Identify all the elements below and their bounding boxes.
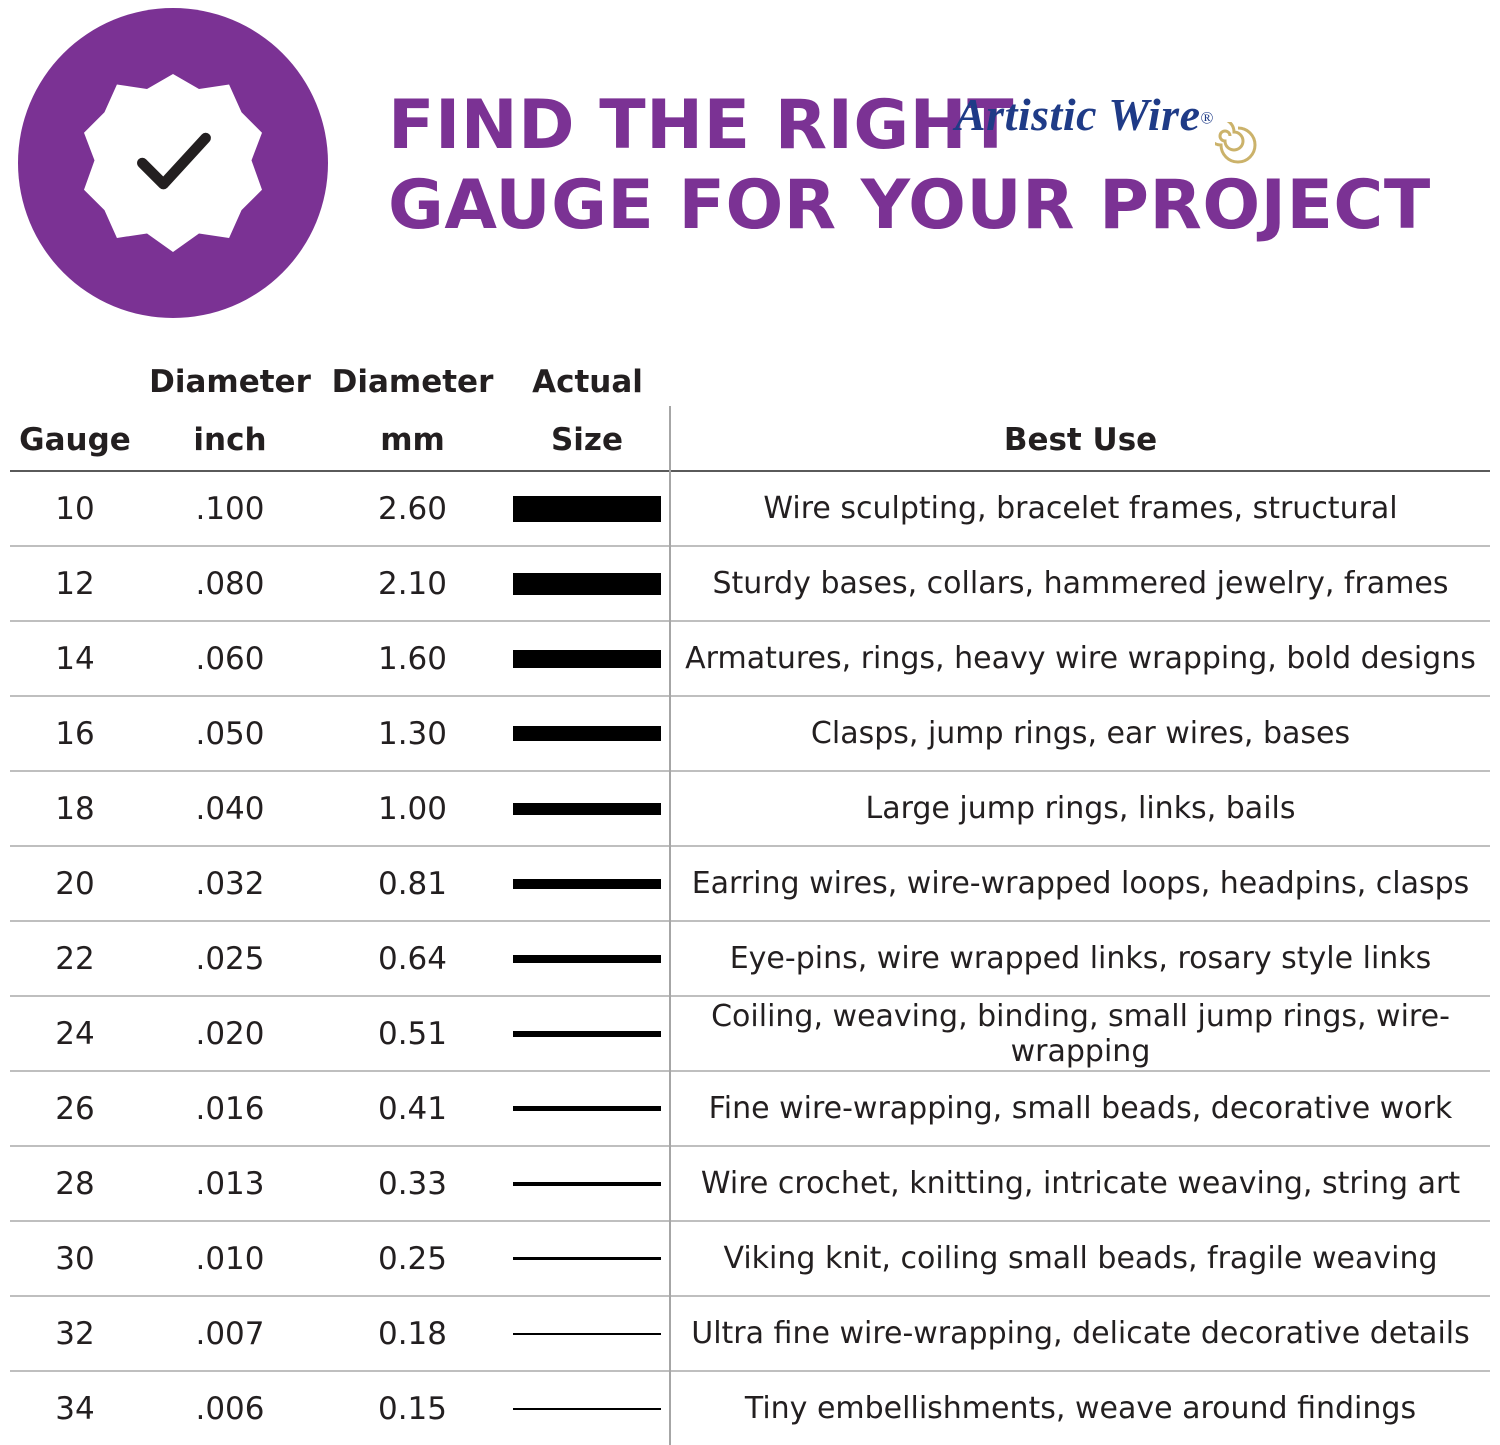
checkmark-badge-icon <box>18 8 328 318</box>
table-header <box>10 352 1490 471</box>
table-row <box>10 1296 1490 1371</box>
cell-diameter-inch: .020 <box>195 1015 265 1052</box>
cell-best-use: Tiny embellishments, weave around findings <box>670 1371 1490 1445</box>
gauge-table <box>10 352 1490 1445</box>
header-inch: inch <box>193 422 267 458</box>
cell-diameter-mm: 0.15 <box>377 1390 448 1427</box>
cell-actual-size <box>505 1221 670 1296</box>
wire-thickness-bar <box>513 726 661 741</box>
wire-thickness-bar <box>513 650 661 668</box>
cell-actual-size <box>505 771 670 846</box>
cell-gauge: 16 <box>55 715 95 752</box>
cell-gauge: 18 <box>55 790 95 827</box>
cell-actual-size <box>505 996 670 1071</box>
table-body <box>10 471 1490 1445</box>
table-row <box>10 471 1490 546</box>
table-row <box>10 621 1490 696</box>
cell-best-use: Ultra fine wire-wrapping, delicate decorative details <box>670 1296 1490 1371</box>
wire-thickness-bar <box>513 879 661 889</box>
cell-actual-size <box>505 1371 670 1445</box>
cell-best-use: Sturdy bases, collars, hammered jewelry, frames <box>670 546 1490 621</box>
table-header-row-bottom <box>10 406 1490 471</box>
registered-mark: ® <box>1200 108 1214 128</box>
wire-thickness-bar <box>513 1182 661 1186</box>
cell-diameter-inch: .007 <box>195 1315 265 1352</box>
title-line-2: GAUGE FOR YOUR PROJECT <box>388 166 1431 245</box>
cell-gauge: 12 <box>55 565 95 602</box>
cell-diameter-mm: 1.30 <box>377 715 448 752</box>
cell-gauge: 26 <box>55 1090 95 1127</box>
cell-actual-size <box>505 1296 670 1371</box>
table-row <box>10 921 1490 996</box>
cell-gauge: 22 <box>55 940 95 977</box>
cell-diameter-mm: 0.25 <box>377 1240 448 1277</box>
cell-actual-size <box>505 471 670 546</box>
cell-diameter-mm: 0.18 <box>377 1315 448 1352</box>
gauge-table-container <box>0 352 1500 1445</box>
header-top-diameter-inch: Diameter <box>149 364 311 400</box>
cell-best-use: Viking knit, coiling small beads, fragile weaving <box>670 1221 1490 1296</box>
brand-logo <box>955 88 1255 166</box>
cell-diameter-mm: 1.60 <box>377 640 448 677</box>
page-header <box>0 0 1500 330</box>
table-row <box>10 1071 1490 1146</box>
cell-gauge: 34 <box>55 1390 95 1427</box>
cell-actual-size <box>505 546 670 621</box>
cell-best-use: Wire crochet, knitting, intricate weaving, string art <box>670 1146 1490 1221</box>
table-row <box>10 1146 1490 1221</box>
header-best-use: Best Use <box>670 406 1490 471</box>
cell-diameter-mm: 0.41 <box>377 1090 448 1127</box>
cell-best-use: Clasps, jump rings, ear wires, bases <box>670 696 1490 771</box>
cell-gauge: 28 <box>55 1165 95 1202</box>
cell-diameter-inch: .050 <box>195 715 265 752</box>
cell-diameter-inch: .010 <box>195 1240 265 1277</box>
cell-best-use: Coiling, weaving, binding, small jump rings, wire-wrapping <box>670 996 1490 1071</box>
cell-diameter-mm: 0.64 <box>377 940 448 977</box>
cell-diameter-inch: .013 <box>195 1165 265 1202</box>
cell-best-use: Wire sculpting, bracelet frames, structural <box>670 471 1490 546</box>
wire-thickness-bar <box>513 1031 661 1037</box>
header-top-blank <box>10 352 140 406</box>
cell-diameter-mm: 0.51 <box>377 1015 448 1052</box>
cell-diameter-mm: 1.00 <box>377 790 448 827</box>
cell-best-use: Earring wires, wire-wrapped loops, headpins, clasps <box>670 846 1490 921</box>
title-line-1: FIND THE RIGHT <box>388 86 1014 165</box>
table-row <box>10 1371 1490 1445</box>
cell-actual-size <box>505 921 670 996</box>
cell-diameter-mm: 0.33 <box>377 1165 448 1202</box>
cell-gauge: 14 <box>55 640 95 677</box>
cell-actual-size <box>505 696 670 771</box>
wire-thickness-bar <box>513 1333 661 1335</box>
header-size: Size <box>550 422 624 458</box>
wire-thickness-bar <box>513 1408 661 1410</box>
cell-diameter-mm: 2.10 <box>377 565 448 602</box>
cell-gauge: 24 <box>55 1015 95 1052</box>
wire-thickness-bar <box>513 496 661 522</box>
table-row <box>10 696 1490 771</box>
cell-actual-size <box>505 621 670 696</box>
wire-thickness-bar <box>513 1106 661 1111</box>
brand-name: Artistic Wire <box>955 89 1201 140</box>
cell-diameter-inch: .080 <box>195 565 265 602</box>
table-row <box>10 846 1490 921</box>
wire-thickness-bar <box>513 803 661 815</box>
cell-actual-size <box>505 846 670 921</box>
cell-diameter-mm: 2.60 <box>377 490 448 527</box>
header-gauge: Gauge <box>19 422 131 458</box>
cell-best-use: Large jump rings, links, bails <box>670 771 1490 846</box>
cell-best-use: Fine wire-wrapping, small beads, decorative work <box>670 1071 1490 1146</box>
cell-gauge: 32 <box>55 1315 95 1352</box>
page-title <box>388 86 1478 246</box>
wire-thickness-bar <box>513 955 661 963</box>
cell-best-use: Eye-pins, wire wrapped links, rosary style links <box>670 921 1490 996</box>
cell-actual-size <box>505 1071 670 1146</box>
header-top-actual: Actual <box>532 364 643 400</box>
header-mm: mm <box>380 422 445 458</box>
cell-gauge: 20 <box>55 865 95 902</box>
table-row <box>10 546 1490 621</box>
header-top-blank-use <box>670 352 1490 406</box>
cell-diameter-mm: 0.81 <box>377 865 448 902</box>
table-row <box>10 996 1490 1071</box>
cell-best-use: Armatures, rings, heavy wire wrapping, bold designs <box>670 621 1490 696</box>
check-icon <box>125 113 221 209</box>
wire-thickness-bar <box>513 573 661 595</box>
cell-diameter-inch: .060 <box>195 640 265 677</box>
cell-gauge: 30 <box>55 1240 95 1277</box>
cell-gauge: 10 <box>55 490 95 527</box>
table-row <box>10 1221 1490 1296</box>
wire-thickness-bar <box>513 1257 661 1260</box>
table-header-row-top <box>10 352 1490 406</box>
header-top-diameter-mm: Diameter <box>331 364 494 400</box>
cell-diameter-inch: .006 <box>195 1390 265 1427</box>
table-row <box>10 771 1490 846</box>
cell-diameter-inch: .025 <box>195 940 265 977</box>
cell-actual-size <box>505 1146 670 1221</box>
cell-diameter-inch: .100 <box>195 490 265 527</box>
cell-diameter-inch: .032 <box>195 865 265 902</box>
cell-diameter-inch: .040 <box>195 790 265 827</box>
spiral-icon <box>1215 122 1261 168</box>
cell-diameter-inch: .016 <box>195 1090 265 1127</box>
